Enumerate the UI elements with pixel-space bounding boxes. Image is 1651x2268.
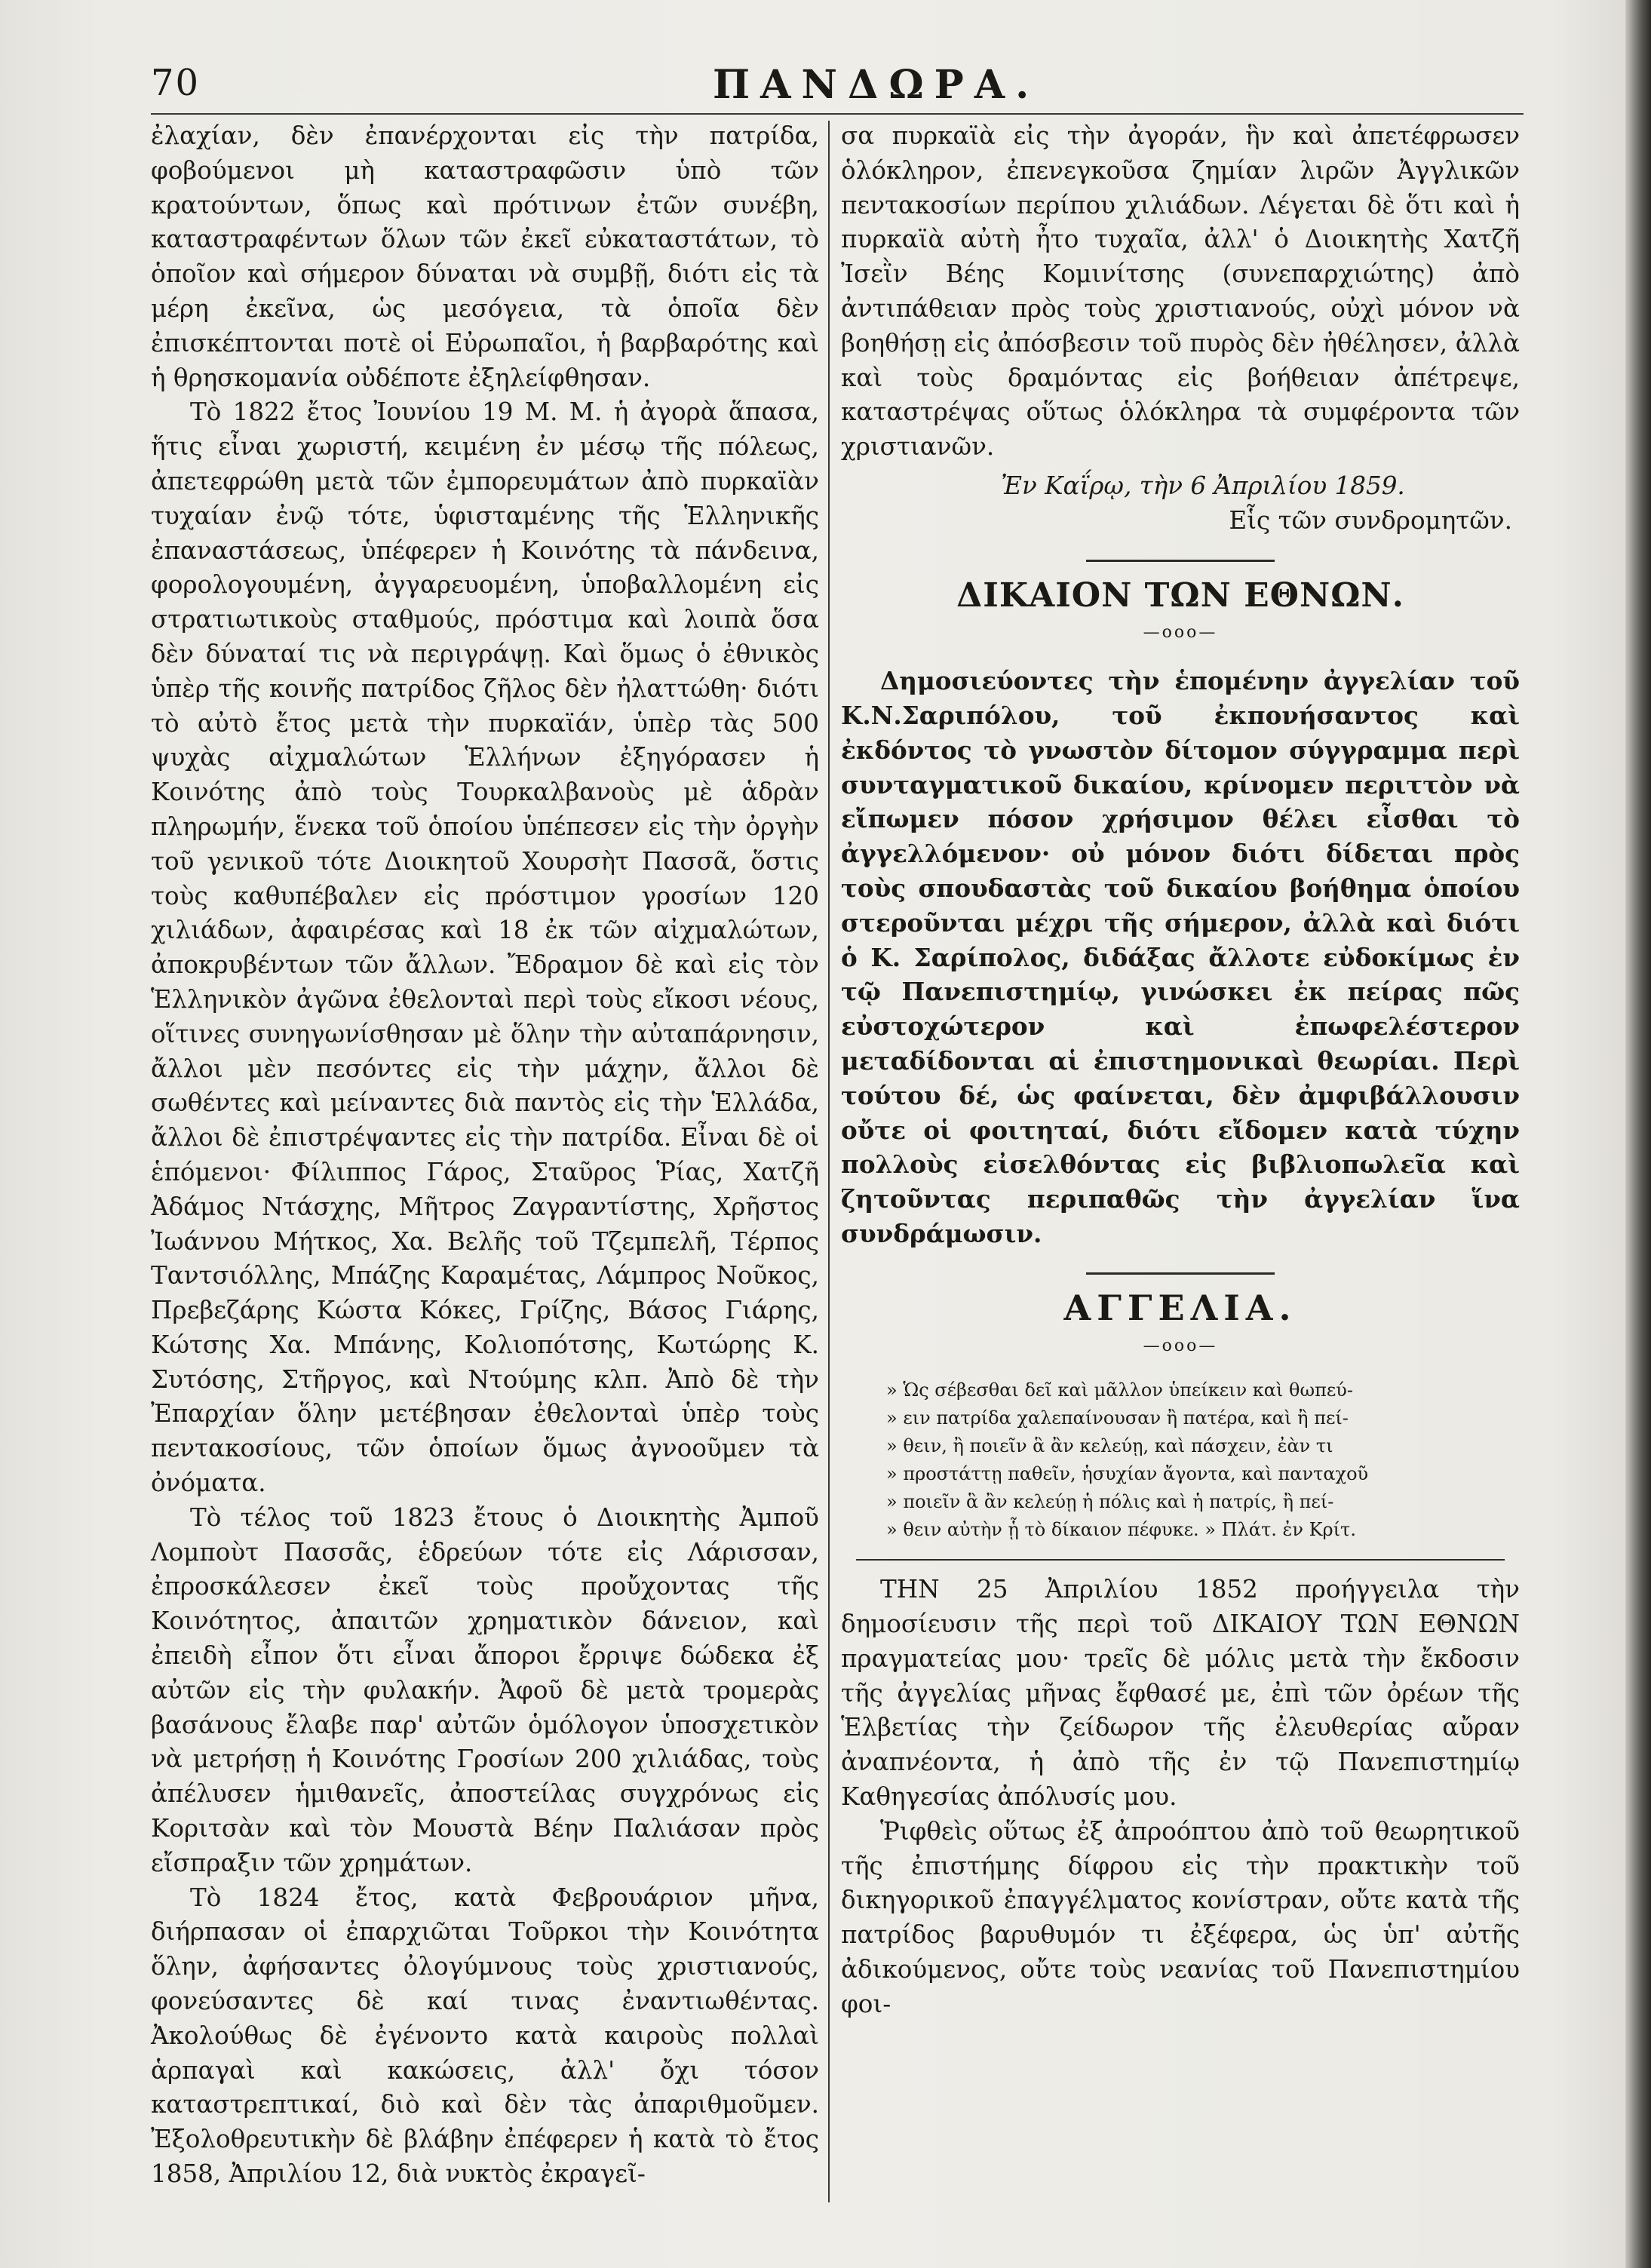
paragraph: Τὸ τέλος τοῦ 1823 ἔτους ὁ Διοικητὴς Ἀμποῦ Λομποὺτ Πασσᾶς, ἑδρεύων τότε εἰς Λάρισσαν, ἐπροσκάλεσεν ἐκεῖ τοὺς προὔχοντας τῆς Κοινότητος, ἀπαιτῶν χρηματικὸν δάνειον, καὶ ἐπειδὴ εἶπον ὅτι εἶναι ἄποροι ἔρριψε δώδεκα ἐξ αὐτῶν εἰς τὴν φυλακήν. Ἀφοῦ δὲ μετὰ τρομερὰς βασάνους ἔλαβε παρ' αὐτῶν ὁμόλογον ὑποσχετικὸν νὰ μετρήσῃ ἡ Κοινότης Γροσίων 200 χιλιάδας, τοὺς ἀπέλυσεν ἡμιθανεῖς, ἀποστείλας συγχρόνως εἰς Κοριτσὰν καὶ τὸν Μουστὰ Βέην Παλιάσαν πρὸς εἴσπραξιν τῶν χρημάτων. [151, 1502, 819, 1877]
header-rule [151, 113, 1524, 115]
paragraph: ἐλαχίαν, δὲν ἐπανέρχονται εἰς τὴν πατρίδα, φοβούμενοι μὴ καταστραφῶσιν ὑπὸ τῶν κρατούντων, ὅπως καὶ πρότινων ἐτῶν συνέβη, καταστραφέντων ὅλων τῶν ἐκεῖ εὐκαταστάτων, τὸ ὁποῖον καὶ σήμερον δύναται νὰ συμβῇ, διότι εἰς τὰ μέρη ἐκεῖνα, ὡς μεσόγεια, τὰ ὁποῖα δὲν ἐπισκέπτονται ποτὲ οἱ Εὐρωπαῖοι, ἡ βαρβαρότης καὶ ἡ θρησκομανία οὐδέποτε ἐξηλείφθησαν. [151, 121, 819, 392]
quote-line: » ειν πατρίδα χαλεπαίνουσαν ἢ πατέρα, καὶ ἢ πεί- [886, 1407, 1349, 1429]
journal-title: ΠΑΝΔΩΡΑ. [713, 62, 1040, 108]
announcement-title: ΑΓΓΕΛΙΑ. [1063, 1287, 1297, 1328]
section-rule [1086, 1272, 1275, 1275]
quote-line: » ποιεῖν ἃ ἂν κελεύῃ ἡ πόλις καὶ ἡ πατρίς, ἢ πεί- [886, 1491, 1334, 1513]
ornament: —ooo— [1143, 1336, 1218, 1355]
column-divider [828, 121, 830, 2202]
right-column [841, 119, 1520, 2022]
paragraph: Τὸ 1824 ἔτος, κατὰ Φεβρουάριον μῆνα, διήρπασαν οἱ ἐπαρχιῶται Τοῦρκοι τὴν Κοινότητα ὅλην, ἀφήσαντες ὀλογύμνους τοὺς χριστιανούς, φονεύσαντες δὲ καί τινας ἐναντιωθέντας. Ἀκολούθως δὲ ἐγένοντο κατὰ καιροὺς πολλαὶ ἁρπαγαὶ καὶ κακώσεις, ἀλλ' ὄχι τόσον καταστρεπτικαί, διὸ καὶ δὲν τὰς ἀπαριθμοῦμεν. Ἐξολοθρευτικὴν δὲ βλάβην ἐπέφερεν ἡ κατὰ τὸ ἔτος 1858, Ἀπριλίου 12, διὰ νυκτὸς ἐκραγεῖ- [151, 1883, 819, 2189]
signature: Εἷς τῶν συνδρομητῶν. [1229, 505, 1512, 535]
section-title: ΔΙΚΑΙΟΝ ΤΩΝ ΕΘΝΩΝ. [956, 575, 1404, 615]
quote-line: » θειν, ἢ ποιεῖν ἃ ἂν κελεύῃ, καὶ πάσχειν, ἐὰν τι [886, 1435, 1333, 1457]
paragraph: Δημοσιεύοντες τὴν ἑπομένην ἀγγελίαν τοῦ Κ.Ν.Σαριπόλου, τοῦ ἐκπονήσαντος καὶ ἐκδόντος τὸ γνωστὸν δίτομον σύγγραμμα περὶ συνταγματικοῦ δικαίου, κρίνομεν περιττὸν νὰ εἴπωμεν πόσον χρήσιμον θέλει εἶσθαι τὸ ἀγγελλόμενον· οὐ μόνον διότι δίδεται πρὸς τοὺς σπουδαστὰς τοῦ δικαίου βοήθημα ὁποίου στεροῦνται μέχρι τῆς σήμερον, ἀλλὰ καὶ διότι ὁ Κ. Σαρίπολος, διδάξας ἄλλοτε εὐδοκίμως ἐν τῷ Πανεπιστημίῳ, γινώσκει ἐκ πείρας πῶς εὐστοχώτερον καὶ ἐπωφελέστερον μεταδίδονται αἱ ἐπιστημονικαὶ θεωρίαι. Περὶ τούτου δέ, ὡς φαίνεται, δὲν ἀμφιβάλλουσιν οὔτε οἱ φοιτηταί, διότι εἴδομεν κατὰ τύχην πολλοὺς εἰσελθόντας εἰς βιβλιοπωλεῖα καὶ ζητοῦντας περιπαθῶς τὴν ἀγγελίαν ἵνα συνδράμωσιν. [841, 666, 1520, 1248]
quote-rule [856, 1559, 1505, 1561]
left-column [151, 119, 819, 2192]
section-rule [1086, 560, 1275, 562]
continued-paragraph: σα πυρκαϊὰ εἰς τὴν ἀγοράν, ἣν καὶ ἀπετέφρωσεν ὁλόκληρον, ἐπενεγκοῦσα ζημίαν λιρῶν Ἀγγλικῶν πεντακοσίων περίπου χιλιάδων. Λέγεται δὲ ὅτι καὶ ἡ πυρκαϊὰ αὐτὴ ἦτο τυχαῖα, ἀλλ' ὁ Διοικητὴς Χατζῆ Ἰσεῒν Βέης Κομινίτσης (συνεπαρχιώτης) ἀπὸ ἀντιπάθειαν πρὸς τοὺς χριστιανούς, οὐχὶ μόνον νὰ βοηθήσῃ εἰς ἀπόσβεσιν τοῦ πυρὸς δὲν ἠθέλησεν, ἀλλὰ καὶ τοὺς δραμόντας εἰς βοήθειαν ἀπέτρεψε, καταστρέψας οὕτως ὁλόκληρα τὰ συμφέροντα τῶν χριστιανῶν. [841, 121, 1520, 462]
quote-line: » Ὡς σέβεσθαι δεῖ καὶ μᾶλλον ὑπείκειν καὶ θωπεύ- [886, 1380, 1353, 1401]
quote-line: » θειν αὐτὴν ᾗ τὸ δίκαιον πέφυκε. » Πλάτ. ἐν Κρίτ. [886, 1519, 1356, 1541]
ornament: —ooo— [1143, 623, 1218, 643]
quote-line: » προστάττῃ παθεῖν, ἡσυχίαν ἄγοντα, καὶ πανταχοῦ [886, 1463, 1369, 1485]
paragraph: Τὸ 1822 ἔτος Ἰουνίου 19 Μ. Μ. ἡ ἀγορὰ ἅπασα, ἥτις εἶναι χωριστή, κειμένη ἐν μέσῳ τῆς πόλεως, ἀπετεφρώθη μετὰ τῶν ἐμπορευμάτων ἀπὸ πυρκαϊὰν τυχαίαν ἐνῷ τότε, ὑφισταμένης τῆς Ἑλληνικῆς ἐπαναστάσεως, ὑπέφερεν ἡ Κοινότης τὰ πάνδεινα, φορολογουμένη, ἀγγαρευομένη, ὑποβαλλομένη εἰς στρατιωτικοὺς σταθμούς, πρόστιμα καὶ λοιπὰ ὅσα δὲν δύναταί τις νὰ περιγράψῃ. Καὶ ὅμως ὁ ἐθνικὸς ὑπὲρ τῆς κοινῆς πατρίδος ζῆλος δὲν ἠλαττώθη· διότι τὸ αὐτὸ ἔτος μετὰ τὴν πυρκαϊάν, ὑπὲρ τὰς 500 ψυχὰς αἰχμαλώτων Ἑλλήνων ἐξηγόρασεν ἡ Κοινότης ἀπὸ τοὺς Τουρκαλβανοὺς μὲ ἁδρὰν πληρωμήν, ἕνεκα τοῦ ὁποίου ὑπέπεσεν εἰς τὴν ὀργὴν τοῦ γενικοῦ τότε Διοικητοῦ Χουρσὴτ Πασσᾶ, ὅστις τοὺς καθυπέβαλεν εἰς πρόστιμον γροσίων 120 χιλιάδων, ἀφαιρέσας καὶ 18 ἐκ τῶν αἰχμαλώτων, ἀποκρυβέντων τῶν ἄλλων. Ἔδραμον δὲ καὶ εἰς τὸν Ἑλληνικὸν ἀγῶνα ἐθελονταὶ περὶ τοὺς εἴκοσι νέους, οἵτινες συνηγωνίσθησαν μὲ ὅλην τὴν αὐταπάρνησιν, ἄλλοι μὲν πεσόντες εἰς τὴν μάχην, ἄλλοι δὲ σωθέντες καὶ μείναντες διὰ παντὸς εἰς τὴν Ἑλλάδα, ἄλλοι δὲ ἐπιστρέψαντες εἰς τὴν πατρίδα. Εἶναι δὲ οἱ ἑπόμενοι· Φίλιππος Γάρος, Σταῦρος Ῥίας, Χατζῆ Ἀδάμος Ντάσχης, Μῆτρος Ζαγραντίστης, Χρῆστος Ἰωάννου Μήτκος, Χα. Βελῆς τοῦ Τζεμπελῆ, Τέρπος Ταντσιόλλης, Μπάζης Καραμέτας, Λάμπρος Νοῦκος, Πρεβεζάρης Κώστα Κόκες, Γρίζης, Βάσος Γιάρης, Κώτσης Χα. Μπάνης, Κολιοπότσης, Κωτώρης Κ. Συτόσης, Στῆργος, καὶ Ντούμης κλπ. Ἀπὸ δὲ τὴν Ἐπαρχίαν ὅλην μετέβησαν ἐθελονταὶ ὑπὲρ τοὺς πεντακοσίους, τῶν ὁποίων ὅμως ἀγνοοῦμεν τὰ ὀνόματα. [151, 397, 819, 1498]
page-number: 70 [151, 62, 201, 104]
paragraph: Ῥιφθεὶς οὕτως ἐξ ἀπροόπτου ἀπὸ τοῦ θεωρητικοῦ τῆς ἐπιστήμης δίφρου εἰς τὴν πρακτικὴν τοῦ δικηγορικοῦ ἐπαγγέλματος κονίστραν, οὔτε κατὰ τῆς πατρίδος βαρυθυμόν τι ἐξέφερα, ὡς ὑπ' αὐτῆς ἀδικούμενος, οὔτε τοὺς νεανίας τοῦ Πανεπιστημίου φοι- [841, 1816, 1520, 2018]
paragraph: ΤΗΝ 25 Ἀπριλίου 1852 προήγγειλα τὴν δημοσίευσιν τῆς περὶ τοῦ ΔΙΚΑΙΟΥ ΤΩΝ ΕΘΝΩΝ πραγματείας μου· τρεῖς δὲ μόλις μετὰ τὴν ἔκδοσιν τῆς ἀγγελίας μῆνας ἔφθασέ με, ἐπὶ τῶν ὀρέων τῆς Ἑλβετίας τὴν ζείδωρον τῆς ἐλευθερίας αὔραν ἀναπνέοντα, ἡ ἀπὸ τῆς ἐν τῷ Πανεπιστημίῳ Καθηγεσίας ἀπόλυσίς μου. [841, 1575, 1520, 1812]
place-date: Ἐν Καΐρῳ, τὴν 6 Ἀπριλίου 1859. [1001, 471, 1405, 500]
epigraph-quote [841, 1376, 1520, 1544]
book-spine [1625, 0, 1651, 2268]
